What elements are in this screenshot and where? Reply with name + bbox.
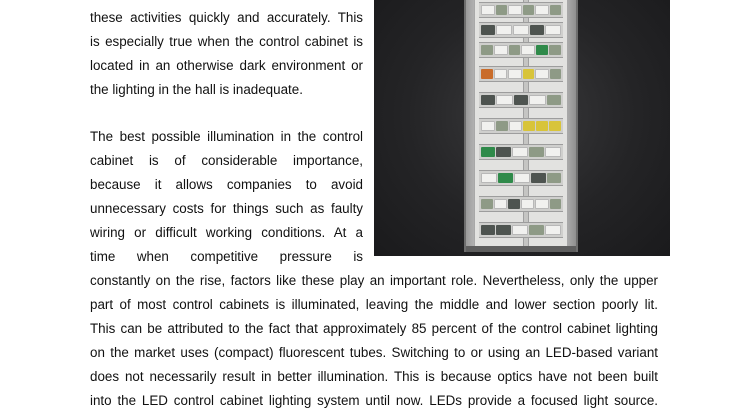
control-cabinet-photo xyxy=(374,0,670,256)
text-line: into the LED control cabinet lighting system until now. LEDs provide a focused light source. xyxy=(90,393,658,408)
din-rail xyxy=(479,196,563,212)
text-line: wiring or difficult working conditions. At a xyxy=(90,225,363,240)
text-line: unnecessary costs for things such as faulty xyxy=(90,201,363,216)
text-line: located in an otherwise dark environment or xyxy=(90,58,363,73)
text-line: because it allows companies to avoid xyxy=(90,177,363,192)
text-line: these activities quickly and accurately. This xyxy=(90,10,363,25)
text-line: cabinet is of considerable importance, xyxy=(90,153,363,168)
paragraph-2-column xyxy=(90,125,363,269)
paragraph-2-full xyxy=(90,269,658,413)
text-line: on the market uses (compact) fluorescent tubes. Switching to or using an LED-based variant xyxy=(90,345,658,360)
paragraph-1 xyxy=(90,6,363,102)
cabinet-mounting-plate xyxy=(474,0,568,246)
text-line: time when competitive pressure is xyxy=(90,249,363,264)
cabinet-base xyxy=(466,246,576,252)
din-rail xyxy=(479,170,563,186)
text-line: This can be attributed to the fact that approximately 85 percent of the control cabinet lighting xyxy=(90,321,658,336)
text-line: constantly on the rise, factors like these play an important role. Nevertheless, only the upper xyxy=(90,273,658,288)
text-line: is especially true when the control cabinet is xyxy=(90,34,363,49)
text-line: The best possible illumination in the control xyxy=(90,129,363,144)
din-rail xyxy=(479,222,563,238)
din-rail xyxy=(479,118,563,134)
cabinet-illustration xyxy=(464,0,578,252)
din-rail xyxy=(479,22,563,38)
din-rail xyxy=(479,144,563,160)
text-line: does not necessarily result in better illumination. This is because optics have not been built xyxy=(90,369,658,384)
text-line: part of most control cabinets is illuminated, leaving the middle and lower section poorly lit. xyxy=(90,297,658,312)
din-rail xyxy=(479,2,563,18)
text-line: the lighting in the hall is inadequate. xyxy=(90,82,303,97)
din-rail xyxy=(479,66,563,82)
din-rail xyxy=(479,42,563,58)
din-rail xyxy=(479,92,563,108)
